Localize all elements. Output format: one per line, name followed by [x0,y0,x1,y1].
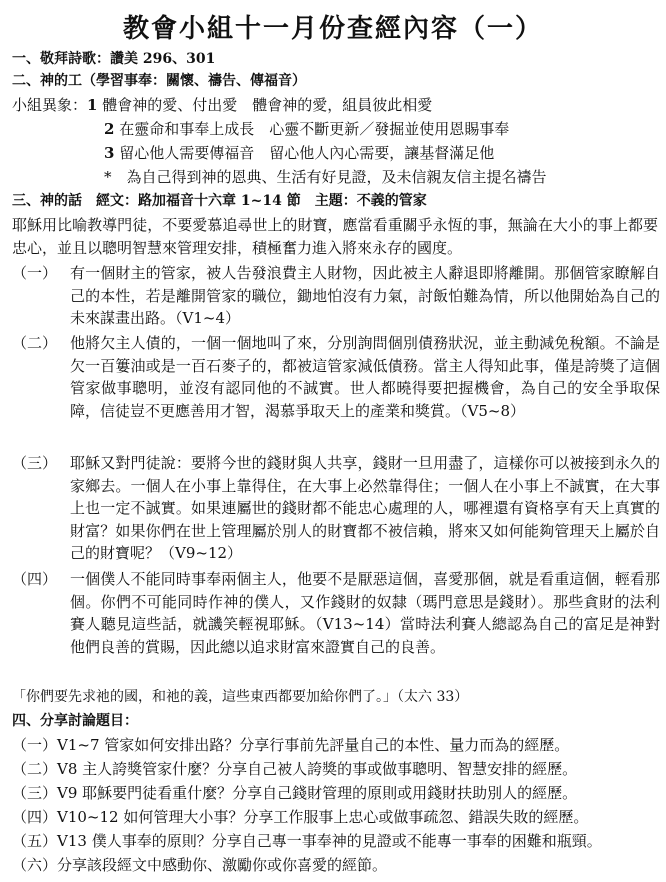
discussion-question: （三）V9 耶穌要門徒看重什麼？分享自己錢財管理的原則或用錢財扶助別人的經歷。 [12,784,578,802]
discussion-question: （一）V1~7 管家如何安排出路？分享行事前先評量自己的本性、量力而為的經歷。 [12,736,570,754]
page-title: 教會小組十一月份查經內容（一） [122,14,543,44]
vision-item-num: 2 [104,120,115,138]
vision-item-num: 1 [87,96,98,114]
discussion-question: （六）分享該段經文中感動你、激勵你或你喜愛的經節。 [12,856,388,874]
word-point [12,332,660,422]
vision-prefix: 小組異象： [12,96,88,114]
word-point [12,452,660,565]
point-number: （一） [12,264,58,282]
point-text: 一個僕人不能同時事奉兩個主人，他要不是厭惡這個，喜愛那個，就是看重這個，輕看那個。你們不可能同時作神的僕人，又作錢財的奴隸（瑪門意思是錢財）。那些貪財的法利賽人聽見這些話，就譏笑輕視耶穌。（V13~14）當時法利賽人總認為自己的富足是神對他們良善的賞賜，因此總以追求財富來證實自己的良善。 [70,570,660,656]
key-verse: 「你們要先求祂的國，和祂的義，這些東西都要加給你們了。」（太六 33） [12,689,469,705]
word-point [12,262,660,330]
vision-note: * 為自己得到神的恩典、生活有好見證，及未信親友信主提名禱告 [104,168,547,186]
point-number: （二） [12,334,58,352]
section-hymn-heading: 一、敬拜詩歌：讚美 296、301 [12,51,216,67]
word-intro: 耶穌用比喻教導門徒，不要愛慕追尋世上的財寶，應當看重關乎永恆的事，無論在大小的事上都要忠心，並且以聰明智慧來管理安排，積極奮力進入將來永存的國度。 [12,216,658,257]
point-text: 耶穌又對門徒說：要將今世的錢財與人共享，錢財一旦用盡了，這樣你可以被接到永久的家鄉去。一個人在小事上靠得住，在大事上必然靠得住；一個人在小事上不誠實，在大事上也一定不誠實。如果連屬世的錢財都不能忠心處理的人，哪裡還有資格享有天上真實的財富？如果你們在世上管理屬於別人的財寶都不被信賴，將來又如何能夠管理天上屬於自己的財寶呢？（V9~12） [70,454,660,562]
discussion-question: （五）V13 僕人事奉的原則？分享自己專一事奉神的見證或不能專一事奉的困難和瓶頸。 [12,832,602,850]
discussion-question: （四）V10~12 如何管理大小事？分享工作服事上忠心或做事疏忽、錯誤失敗的經歷。 [12,808,589,826]
point-number: （四） [12,570,58,588]
point-text: 他將欠主人債的，一個一個地叫了來，分別詢問個別債務狀況，並主動減免稅額。不論是欠一百簍油或是一百石麥子的，都被這管家減低債務。當主人得知此事，僅是誇獎了這個管家做事聰明，並沒有認同他的不誠實。世人都曉得要把握機會，為自己的安全爭取保障，信徒豈不更應善用才智，渴慕爭取天上的產業和獎賞。（V5~8） [70,334,660,420]
discussion-question: （二）V8 主人誇獎管家什麼？分享自己被人誇獎的事或做事聰明、智慧安排的經歷。 [12,760,578,778]
section-word-heading: 三、神的話 經文：路加福音十六章 1~14 節 主題：不義的管家 [12,193,427,209]
vision-item-text: 在靈命和事奉上成長 心靈不斷更新／發掘並使用恩賜事奉 [119,120,510,138]
point-text: 有一個財主的管家，被人告發浪費主人財物，因此被主人辭退即將離開。那個管家瞭解自己的本性，若是離開管家的職位，鋤地怕沒有力氣，討飯怕難為情，所以他開始為自己的未來謀畫出路。（V1~4） [70,264,660,327]
vision-item-num: 3 [104,144,115,162]
section-work-heading: 二、神的工（學習事奉：關懷、禱告、傳福音） [12,73,306,89]
word-point [12,568,660,658]
vision-row-3 [104,142,494,164]
vision-item-text: 體會神的愛、付出愛 體會神的愛，組員彼此相愛 [102,96,433,114]
vision-row-2 [104,118,509,140]
section-discuss-heading: 四、分享討論題目： [12,713,138,729]
point-number: （三） [12,454,58,472]
vision-item-text: 留心他人需要傳福音 留心他人內心需要，讓基督滿足他 [119,144,495,162]
vision-row-1 [12,94,432,116]
